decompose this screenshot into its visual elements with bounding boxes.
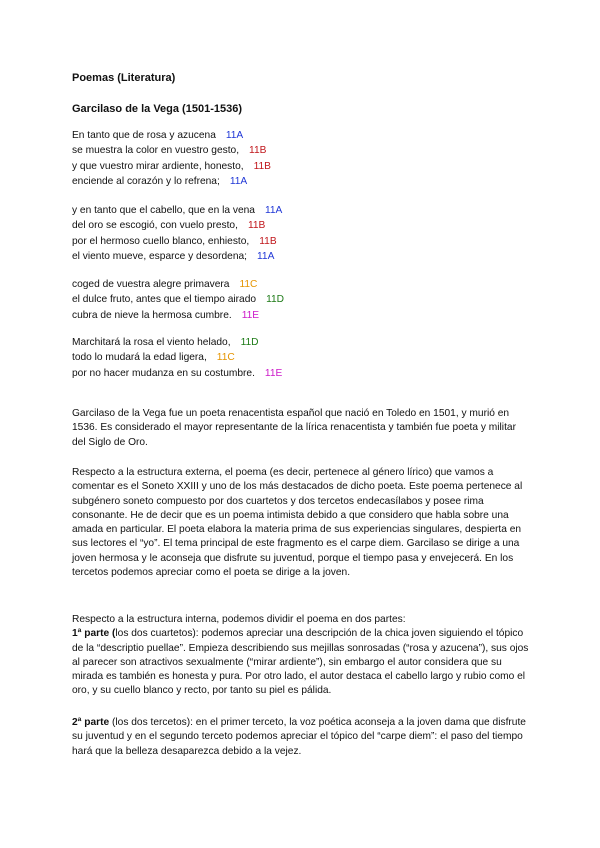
verse — [72, 174, 271, 189]
stanza-1 — [72, 128, 271, 189]
rhyme-tag: 11B — [253, 160, 271, 172]
stanza-2 — [72, 203, 282, 264]
verse — [72, 159, 271, 174]
part-2-label: 2ª parte — [72, 717, 110, 728]
rhyme-tag: 11A — [225, 130, 244, 141]
verse — [72, 203, 282, 218]
part-1-paragraph — [72, 627, 532, 698]
rhyme-tag: 11B — [259, 235, 277, 247]
verse — [72, 292, 284, 307]
document-title: Poemas (Literatura) — [72, 72, 176, 84]
verse — [72, 249, 282, 264]
external-structure-paragraph — [72, 466, 532, 580]
rhyme-tag: 11E — [264, 367, 283, 379]
rhyme-tag: 11B — [247, 220, 266, 232]
part-1-text: los dos cuartetos): podemos apreciar una descripción de la chica joven siguiendo el tópico de la “descriptio puellae”. Empieza describiendo sus mejillas sonrosadas (“rosa y azucena”), sus ojos al parecer son atractivos sexualmente (“mirar ardiente”), sin embargo el autor considera que su mirada es también es honesta y pura. Por otro lado, el autor destaca el cabello largo y rubio como el oro, y su cuello blanco y recto, por tanto su piel es pálida. — [72, 628, 529, 697]
verse — [72, 277, 284, 292]
verse-text: y en tanto que el cabello, que en la vena — [72, 205, 255, 216]
verse-text: y que vuestro mirar ardiente, honesto, — [72, 160, 244, 172]
verse-text: enciende al corazón y lo refrena; — [72, 175, 220, 187]
part-2-paragraph — [72, 716, 532, 759]
rhyme-tag: 11C — [216, 352, 235, 364]
verse-text: el viento mueve, esparce y desordena; — [72, 250, 247, 262]
verse-text: En tanto que de rosa y azucena — [72, 130, 216, 141]
verse-text: por no hacer mudanza en su costumbre. — [72, 367, 255, 379]
verse — [72, 366, 282, 381]
verse — [72, 128, 271, 143]
verse-text: Marchitará la rosa el viento helado, — [72, 337, 231, 348]
rhyme-tag: 11D — [266, 294, 284, 306]
part-1-label: 1ª parte ( — [72, 628, 116, 640]
rhyme-tag: 11B — [249, 145, 267, 157]
rhyme-tag: 11D — [240, 337, 259, 348]
internal-structure-section — [72, 613, 532, 699]
verse — [72, 143, 271, 158]
bio-text: Garcilaso de la Vega fue un poeta renacentista español que nació en Toledo en 1501, y murió en 1536. Es considerado el mayor representante de la lírica renacentista y también fue poeta y militar del Siglo de Oro. — [72, 408, 516, 448]
verse — [72, 350, 282, 365]
verse-text: cubra de nieve la hermosa cumbre. — [72, 309, 232, 321]
stanza-3 — [72, 277, 284, 323]
verse — [72, 218, 282, 233]
verse-text: del oro se escogió, con vuelo presto, — [72, 220, 238, 232]
poem-author-heading: Garcilaso de la Vega (1501-1536) — [72, 103, 242, 115]
rhyme-tag: 11C — [239, 279, 258, 290]
stanza-4 — [72, 335, 282, 381]
internal-structure-intro: Respecto a la estructura interna, podemos dividir el poema en dos partes: — [72, 614, 406, 625]
verse-text: por el hermoso cuello blanco, enhiesto, — [72, 235, 250, 247]
verse-text: coged de vuestra alegre primavera — [72, 279, 230, 290]
rhyme-tag: 11A — [229, 175, 248, 187]
bio-paragraph — [72, 407, 532, 450]
external-structure-text: Respecto a la estructura externa, el poema (es decir, pertenece al género lírico) que vamos a comentar es el Soneto XXIII y uno de los más destacados de dicho poeta. Este poema pertenece al subgénero soneto compuesto por dos cuartetos y dos tercetos endecasílabos y posee rima consonante. He de decir que es un poema intimista debido a que considero que habla sobre una amada en particular. El poeta elabora la materia prima de sus experiencias singulares, despierta en sus lectores el “yo”. El tema principal de este fragmento es el carpe diem. Garcilaso se dirige a una joven hermosa y le aconseja que disfrute su juventud, porque el tiempo pasa y envejecerá. En los tercetos podemos apreciar como el poeta se dirige a la joven. — [72, 467, 523, 579]
verse-text: se muestra la color en vuestro gesto, — [72, 145, 240, 157]
part-2-section — [72, 716, 532, 759]
verse — [72, 335, 282, 350]
verse — [72, 234, 282, 249]
verse-text: todo lo mudará la edad ligera, — [72, 352, 207, 364]
verse — [72, 308, 284, 323]
verse-text: el dulce fruto, antes que el tiempo airado — [72, 294, 257, 306]
rhyme-tag: 11A — [257, 250, 275, 262]
rhyme-tag: 11E — [241, 309, 260, 321]
rhyme-tag: 11A — [264, 205, 283, 216]
part-2-text: (los dos tercetos): en el primer terceto, la voz poética aconseja a la joven dama que disfrute su juventud y en el segundo terceto podemos apreciar el tópico del “carpe diem”: el paso del tiempo hará que la belleza desaparezca debido a la vejez. — [72, 717, 526, 757]
